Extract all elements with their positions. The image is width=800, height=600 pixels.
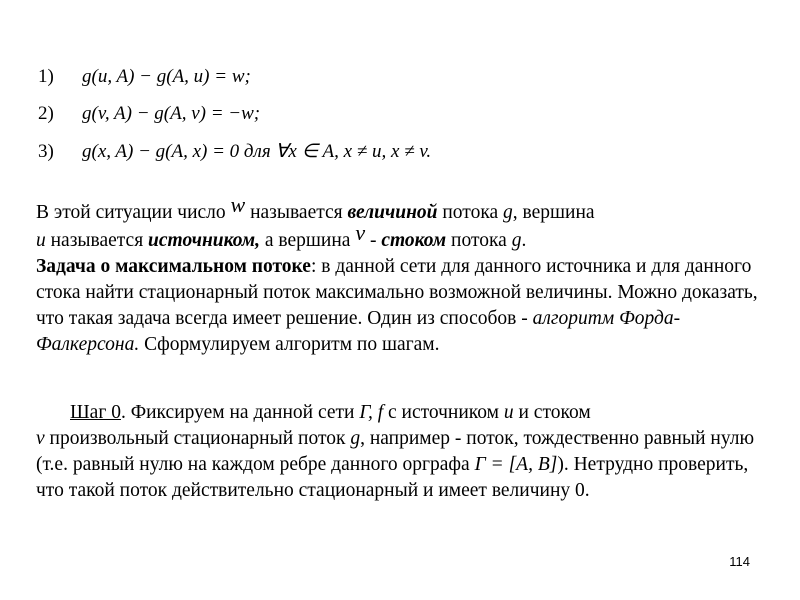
text-run: . (521, 230, 527, 251)
equation-text: g(u, A) − g(A, u) = w; (82, 66, 251, 87)
text-run: . Фиксируем на данной сети (120, 402, 360, 423)
text-run: называется (45, 230, 149, 251)
symbol-g: g (511, 230, 522, 251)
symbol-v: v (355, 220, 366, 245)
symbol-v: v (36, 428, 45, 449)
equation-text: g(v, A) − g(A, v) = −w; (82, 103, 261, 124)
text-run: а вершина (260, 230, 356, 251)
equation-2 (38, 103, 260, 125)
text-run: , вершина (512, 202, 595, 223)
symbol-g: g (503, 202, 513, 223)
text-run: потока (437, 202, 504, 223)
term-value: величиной (347, 202, 438, 223)
equation-text: g(x, A) − g(A, x) = 0 для ∀x ∈ A, x ≠ u, x ≠ v. (82, 141, 432, 162)
paragraph-definitions (36, 192, 766, 358)
algorithm-name: алгоритм Форда-Фалкерсона. (36, 308, 681, 355)
text-run: с источником (383, 402, 504, 423)
text-run: , например - поток, тождественно равный нулю (т.е. равный нулю на каждом ребре данного орграфа (36, 428, 755, 475)
page-number: 114 (729, 554, 750, 569)
network-symbol: Γ, f (359, 402, 384, 423)
symbol-w: w (230, 192, 246, 217)
text-run: называется (245, 202, 348, 223)
text-run: ). Нетрудно проверить, что такой поток действительно стационарный и имеет величину 0. (36, 454, 749, 501)
term-sink: стоком (381, 230, 447, 251)
graph-symbol: Γ = [A, B] (474, 454, 558, 475)
equation-1 (38, 66, 251, 88)
text-run: и стоком (513, 402, 591, 423)
text-run: произвольный стационарный поток (44, 428, 351, 449)
text-run: - (365, 230, 382, 251)
text-run: потока (446, 230, 512, 251)
problem-title: Задача о максимальном потоке (36, 256, 311, 277)
text-run: Сформулируем алгоритм по шагам. (139, 334, 440, 355)
text-run: : в данной сети для данного источника и для данного стока найти стационарный поток максимально возможной величины. Можно доказать, что такая задача всегда имеет решение. Один из способов - (36, 256, 758, 329)
equation-number: 2) (38, 103, 54, 124)
text-run: В этой ситуации число (36, 202, 231, 223)
step-label: Шаг 0 (70, 402, 121, 423)
symbol-g: g (350, 428, 361, 449)
equation-number: 1) (38, 66, 54, 87)
equation-3 (38, 140, 431, 163)
symbol-u: u (503, 402, 514, 423)
term-source: источником, (148, 230, 260, 251)
symbol-u: u (36, 230, 46, 251)
paragraph-step-0 (36, 400, 766, 504)
equation-number: 3) (38, 141, 54, 162)
